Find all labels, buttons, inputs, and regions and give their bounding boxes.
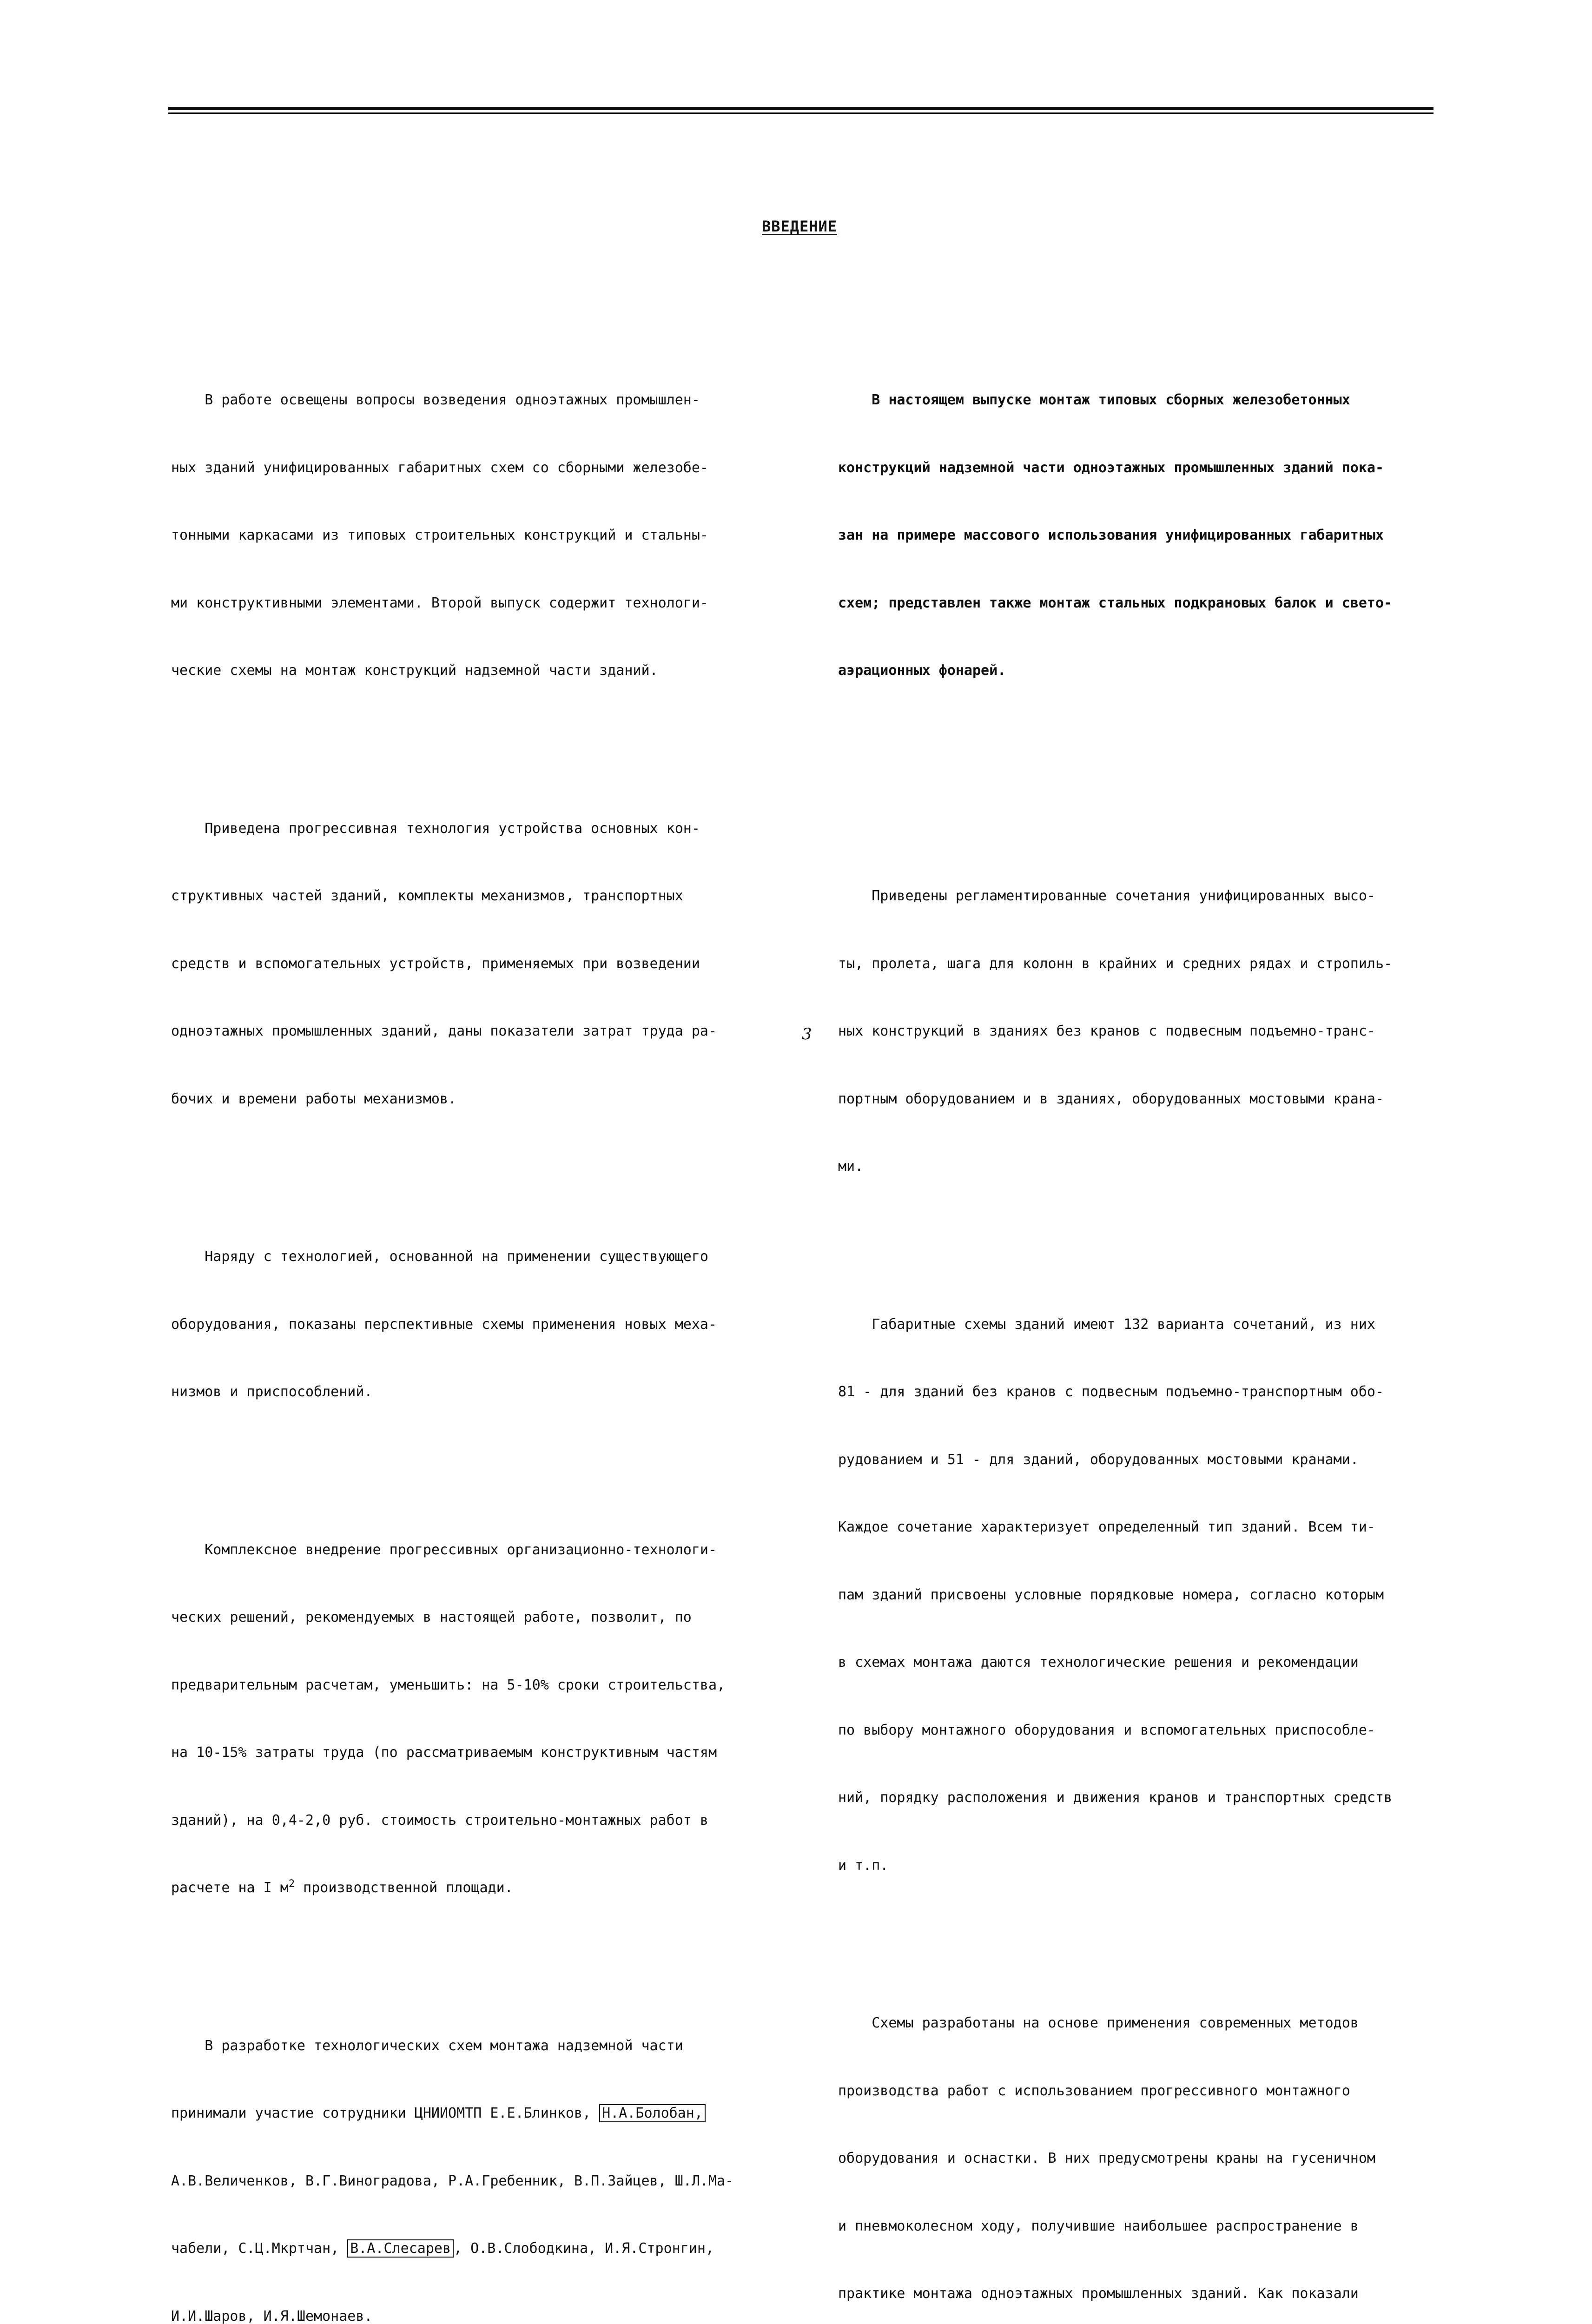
text-line: Приведена прогрессивная технология устройства основных кон- [171, 818, 780, 840]
text-line: и пневмоколесном ходу, получившие наибольшее распространение в [838, 2215, 1438, 2238]
text-line: А.В.Величенков, В.Г.Виноградова, Р.А.Гребенник, В.П.Зайцев, Ш.Л.Ма- [171, 2170, 780, 2193]
boxed-name: Н.А.Болобан, [599, 2104, 706, 2122]
text-line: Каждое сочетание характеризует определенный тип зданий. Всем ти- [838, 1516, 1438, 1539]
text-line: ми. [838, 1155, 1438, 1178]
left-paragraph-3 [171, 1201, 780, 1449]
page-title: ВВЕДЕНИЕ [730, 218, 869, 235]
text-line: пам зданий присвоены условные порядковые номера, согласно которым [838, 1584, 1438, 1607]
text-fragment: чабели, С.Ц.Мкртчан, [171, 2240, 347, 2257]
text-line: В настоящем выпуске монтаж типовых сборных железобетонных [838, 389, 1438, 412]
text-line: средств и вспомогательных устройств, применяемых при возведении [171, 953, 780, 976]
header-rule-thick [168, 107, 1433, 110]
text-line: ческих решений, рекомендуемых в настоящей работе, позволит, по [171, 1606, 780, 1629]
text-line [171, 1877, 780, 1900]
left-column [171, 299, 780, 2324]
text-fragment: расчете на I м [171, 1880, 289, 1896]
text-line: Комплексное внедрение прогрессивных организационно-технологи- [171, 1539, 780, 1562]
text-line: ческие схемы на монтаж конструкций надземной части зданий. [171, 660, 780, 682]
text-line: бочих и времени работы механизмов. [171, 1088, 780, 1111]
text-line: Приведены регламентированные сочетания унифицированных высо- [838, 885, 1438, 908]
text-line: Схемы разработаны на основе применения современных методов [838, 2012, 1438, 2035]
text-line: ний, порядку расположения и движения кранов и транспортных средств [838, 1787, 1438, 1809]
text-line: конструкций надземной части одноэтажных промышленных зданий пока- [838, 457, 1438, 480]
superscript: 2 [289, 1878, 295, 1890]
text-line: на 10-15% затраты труда (по рассматриваемым конструктивным частям [171, 1742, 780, 1764]
text-line: одноэтажных промышленных зданий, даны показатели затрат труда ра- [171, 1020, 780, 1043]
paragraph-gap [838, 772, 1438, 795]
text-line: 81 - для зданий без кранов с подвесным подъемно-транспортным обо- [838, 1381, 1438, 1404]
text-line: ми конструктивными элементами. Второй выпуск содержит технологи- [171, 592, 780, 615]
right-paragraph-4 [838, 1967, 1438, 2324]
left-paragraph-4 [171, 1494, 780, 1945]
text-line: по выбору монтажного оборудования и вспомогательных приспособле- [838, 1719, 1438, 1742]
text-line: В работе освещены вопросы возведения одноэтажных промышлен- [171, 389, 780, 412]
text-line: низмов и приспособлений. [171, 1381, 780, 1404]
text-line: Наряду с технологией, основанной на применении существующего [171, 1246, 780, 1268]
text-line: аэрационных фонарей. [838, 660, 1438, 682]
header-rule [168, 107, 1433, 114]
text-fragment: производственной площади. [295, 1880, 513, 1896]
text-line: структивных частей зданий, комплекты механизмов, транспортных [171, 885, 780, 908]
text-line: ных зданий унифицированных габаритных схем со сборными железобе- [171, 457, 780, 480]
text-line: и т.п. [838, 1855, 1438, 1877]
text-line: И.И.Шаров, И.Я.Шемонаев. [171, 2305, 780, 2324]
text-fragment: , О.В.Слободкина, И.Я.Стронгин, [454, 2240, 714, 2257]
text-line: производства работ с использованием прогрессивного монтажного [838, 2080, 1438, 2103]
text-line [171, 2238, 780, 2260]
text-line: схем; представлен также монтаж стальных подкрановых балок и свето- [838, 592, 1438, 615]
text-line: в схемах монтажа даются технологические решения и рекомендации [838, 1651, 1438, 1674]
right-paragraph-2 [838, 840, 1438, 1223]
text-fragment: принимали участие сотрудники ЦНИИОМТП Е.Е.Блинков, [171, 2105, 599, 2121]
text-line [171, 2102, 780, 2125]
text-line: тонными каркасами из типовых строительных конструкций и стальны- [171, 524, 780, 547]
text-line: зан на примере массового использования унифицированных габаритных [838, 524, 1438, 547]
boxed-name: В.А.Слесарев [347, 2239, 454, 2258]
right-column [838, 299, 1438, 2324]
text-line: рудованием и 51 - для зданий, оборудованных мостовыми кранами. [838, 1449, 1438, 1472]
right-paragraph-3 [838, 1268, 1438, 1922]
left-paragraph-1 [171, 344, 780, 727]
header-rule-thin [168, 112, 1433, 114]
text-line: В разработке технологических схем монтажа надземной части [171, 2035, 780, 2058]
text-line: предварительным расчетам, уменьшить: на 5-10% сроки строительства, [171, 1674, 780, 1697]
text-line: портным оборудованием и в зданиях, оборудованных мостовыми крана- [838, 1088, 1438, 1111]
right-paragraph-1 [838, 344, 1438, 727]
text-line: зданий), на 0,4-2,0 руб. стоимость строительно-монтажных работ в [171, 1809, 780, 1832]
text-line: Габаритные схемы зданий имеют 132 варианта сочетаний, из них [838, 1314, 1438, 1336]
left-paragraph-2 [171, 772, 780, 1156]
text-line: ных конструкций в зданиях без кранов с подвесным подъемно-транс- [838, 1020, 1438, 1043]
text-line: оборудования, показаны перспективные схемы применения новых меха- [171, 1314, 780, 1336]
text-line: оборудования и оснастки. В них предусмотрены краны на гусеничном [838, 2147, 1438, 2170]
page-number: 3 [802, 1025, 812, 1043]
text-line: практике монтажа одноэтажных промышленных зданий. Как показали [838, 2283, 1438, 2305]
left-paragraph-5 [171, 1990, 780, 2324]
text-line: ты, пролета, шага для колонн в крайних и средних рядах и стропиль- [838, 953, 1438, 976]
